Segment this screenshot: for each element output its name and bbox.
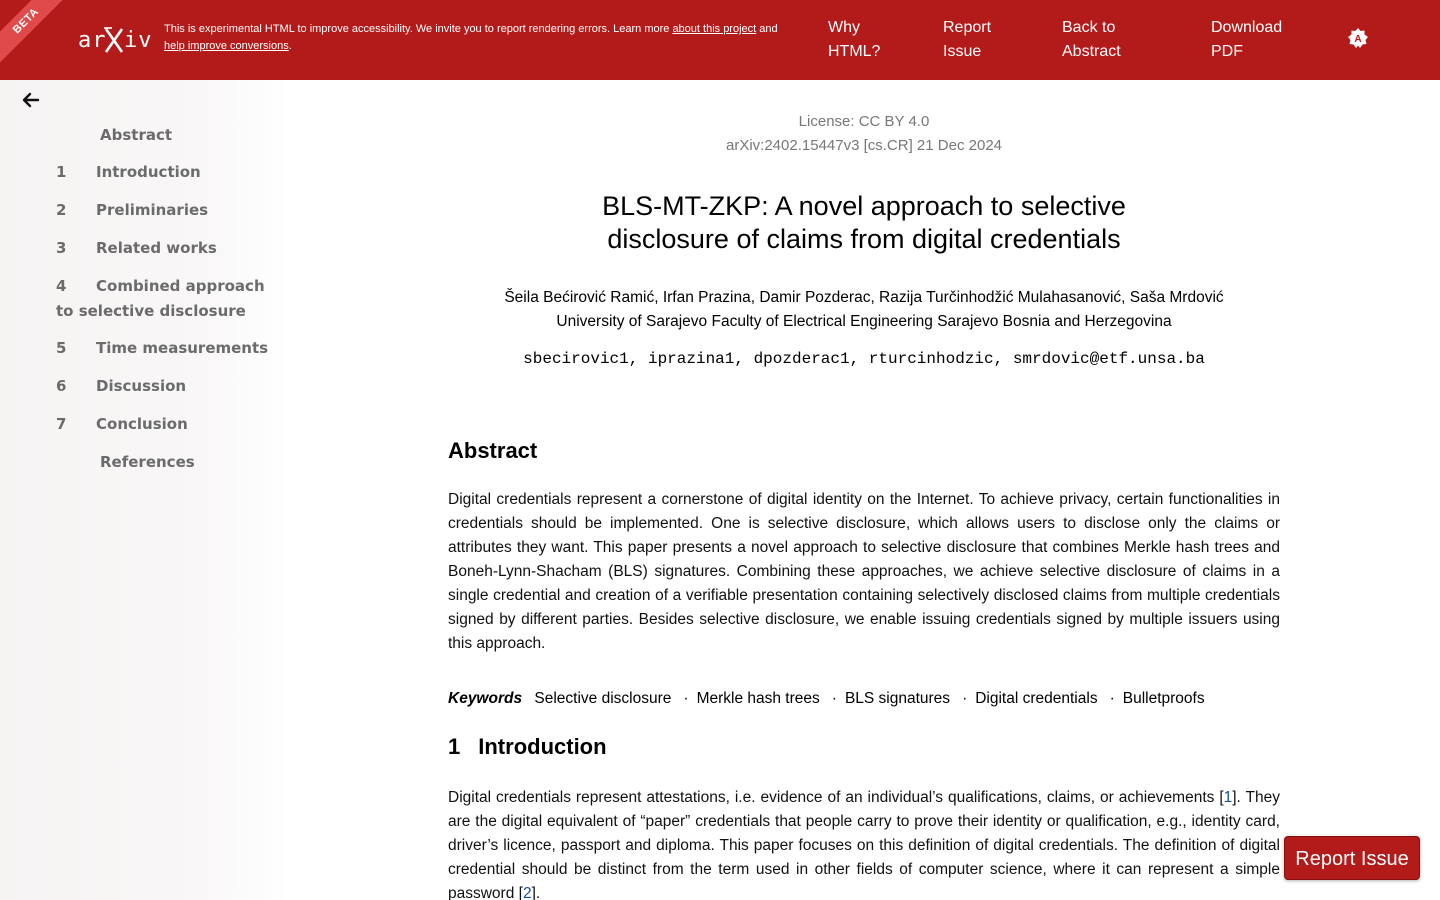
why-html-label-2: HTML? [828,43,881,60]
download-label-1: Download [1211,19,1283,36]
download-label-2: PDF [1211,43,1243,60]
abstract-paragraph: Digital credentials represent a cornerstone of digital identity on the Internet. To achieve privacy, certain functionalities in credentials should be implemented. One is selective disclosure, which allows users to disclose only the claims or attributes they want. This paper presents a novel approach to selective disclosure that combines Merkle hash trees and Boneh-Lynn-Shacham (BLS) signatures. Combining these approaches, we achieve selective disclosure of claims in a single credential and creation of a verifiable presentation containing selectively disclosed claims from multiple credentials signed by different parties. Besides selective disclosure, we enable issuing credentials signed by multiple issuers using this approach. [448,491,1280,652]
keyword: Digital credentials [975,690,1098,707]
toc-item-introduction[interactable] [56,160,201,185]
collapse-toc-arrow-icon[interactable] [20,89,42,111]
arxiv-logo[interactable] [78,24,152,64]
toc-label-continued: to selective disclosure [56,302,246,320]
author-emails: sbecirovic1, iprazina1, dpozderac1, rturcinhodzic, smrdovic@etf.unsa.ba [523,350,1205,368]
toc-number: 2 [56,201,67,219]
citation-link[interactable]: 1 [1223,789,1233,806]
introduction-heading [448,734,607,760]
intro-text: ]. They are the digital equivalent of “paper” credentials that people carry to prove their identity or qualification, e.g., identity card, driver’s licence, passport and diploma. This paper focuses on this definition of digital credentials. The definition of digital credential should be distinct from the term used in other fields of computer science, where it can represent a simple password [ [448,789,1280,900]
report-issue-link[interactable] [943,16,991,64]
toc-label: Time measurements [96,339,269,357]
toc-item-combined-approach[interactable] [56,274,265,324]
back-label-1: Back to [1062,19,1116,36]
download-pdf-link[interactable] [1211,16,1282,64]
beta-ribbon: BETA [0,0,76,71]
toc-item-preliminaries[interactable] [56,198,208,223]
toc-item-time-measurements[interactable] [56,336,268,361]
keyword: Merkle hash trees [696,690,820,707]
toc-number: 3 [56,239,67,257]
keyword-separator: · [962,690,968,707]
keyword: Selective disclosure [534,690,672,707]
toc-label: Combined approach [96,277,265,295]
intro-text: Digital credentials represent attestations, i.e. evidence of an individual’s qualifications, claims, or achievements [ [448,789,1224,806]
back-to-abstract-link[interactable] [1062,16,1121,64]
toc-number: 7 [56,415,67,433]
report-issue-label-2: Issue [943,43,982,60]
report-issue-button[interactable]: Report Issue [1284,836,1420,880]
toc-label: Related works [96,239,217,257]
abstract-heading: Abstract [448,438,538,463]
license-text: License: CC BY 4.0 [798,113,930,130]
keyword: BLS signatures [844,690,951,707]
toc-number: 1 [56,163,67,181]
keywords-line [448,687,1205,711]
keyword-separator: · [1109,690,1115,707]
top-banner [0,0,1440,80]
arxiv-identifier: arXiv:2402.15447v3 [cs.CR] 21 Dec 2024 [726,137,1002,154]
toc-item-related-works[interactable] [56,236,217,261]
toc-number: 4 [56,277,67,295]
notice-text-end: . [288,40,292,52]
keywords-label: Keywords [448,690,523,707]
paper-content [288,80,1440,900]
paper-authors: Šeila Bećirović Ramić, Irfan Prazina, Damir Pozderac, Razija Turčinhodžić Mulahasanović, Saša Mrdović [504,289,1224,306]
keyword: Bulletproofs [1122,690,1205,707]
toc-label: Preliminaries [96,201,209,219]
section-number: 1 [448,734,461,759]
paper-affiliation: University of Sarajevo Faculty of Electrical Engineering Sarajevo Bosnia and Herzegovina [556,313,1172,330]
paper-title-line-2: disclosure of claims from digital credentials [607,224,1121,254]
toc-item-references[interactable] [100,450,195,475]
report-issue-label-1: Report [943,19,992,36]
why-html-link[interactable] [828,16,880,64]
svg-text:iv: iv [124,28,152,53]
help-improve-link[interactable]: help improve conversions [164,40,289,52]
arxiv-logo-mark [78,24,152,56]
citation-link[interactable]: 2 [522,885,532,900]
back-label-2: Abstract [1062,43,1121,60]
paper-title [288,190,1440,256]
toc-label: References [100,453,195,471]
svg-text:A: A [1354,34,1362,45]
about-project-link[interactable]: about this project [672,23,757,35]
keyword-separator: · [831,690,837,707]
toc-item-abstract[interactable] [100,123,172,148]
table-of-contents [0,80,288,900]
toc-item-conclusion[interactable] [56,412,188,437]
toc-item-discussion[interactable] [56,374,186,399]
section-title: Introduction [478,734,607,759]
introduction-paragraph [448,786,1280,900]
notice-text-mid: and [756,23,778,35]
why-html-label-1: Why [828,19,860,36]
svg-text:ar: ar [78,28,107,53]
notice-text: This is experimental HTML to improve accessibility. We invite you to report rendering errors. Learn more [164,23,673,35]
keyword-separator: · [683,690,689,707]
theme-toggle-icon[interactable] [1346,26,1370,50]
experimental-notice [164,21,809,55]
toc-label: Conclusion [96,415,188,433]
toc-label: Discussion [96,377,187,395]
toc-label: Abstract [100,126,173,144]
intro-text: ]. [531,885,541,900]
paper-title-line-1: BLS-MT-ZKP: A novel approach to selective [602,191,1126,221]
toc-number: 6 [56,377,67,395]
toc-number: 5 [56,339,67,357]
toc-label: Introduction [96,163,201,181]
